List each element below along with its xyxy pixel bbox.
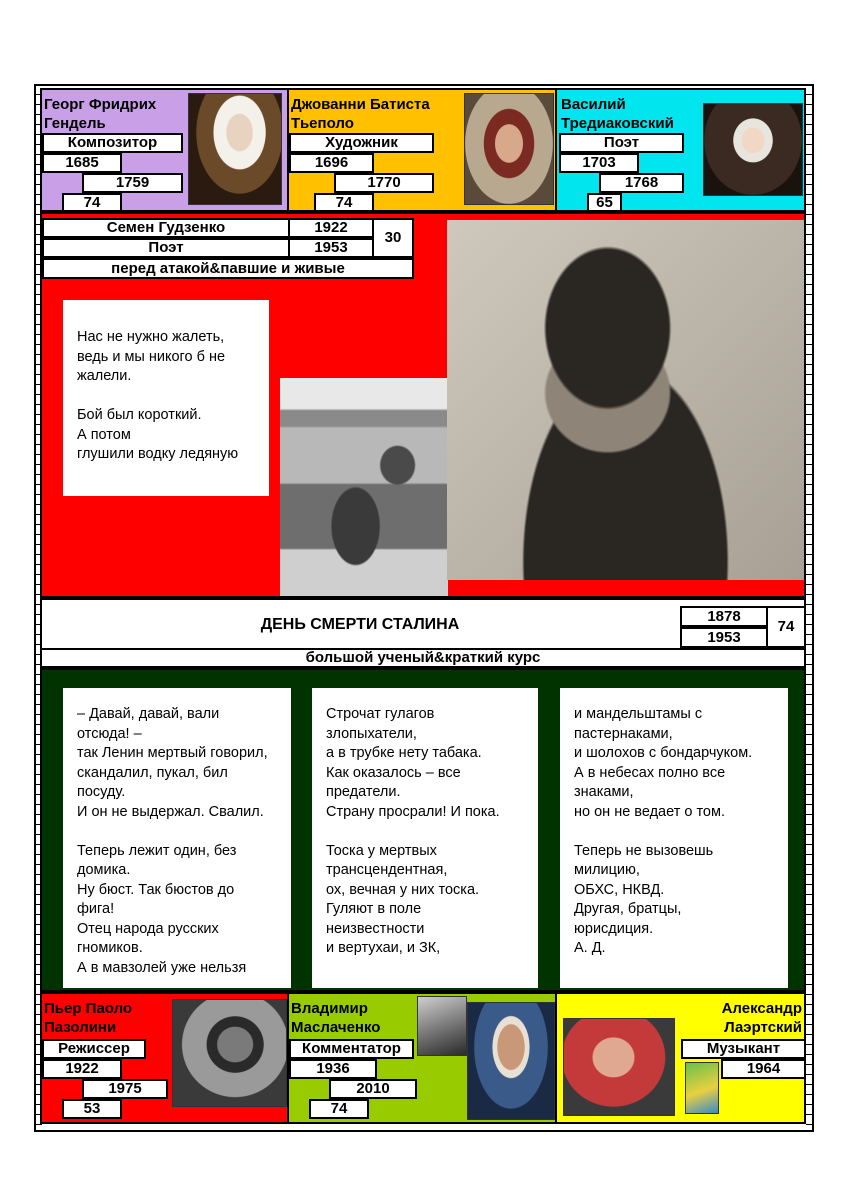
maslachenko-portrait-photo <box>467 1002 555 1120</box>
person-born: 1703 <box>559 153 639 173</box>
tiepolo-portrait-photo <box>464 93 554 205</box>
person-age: 53 <box>62 1099 122 1119</box>
gudzenko-role: Поэт <box>42 238 290 258</box>
person-name: Джованни Батиста Тьеполо <box>291 96 430 132</box>
person-role: Музыкант <box>681 1039 806 1059</box>
gudzenko-name: Семен Гудзенко <box>42 218 290 238</box>
handel-portrait-photo <box>188 93 282 205</box>
pasolini-portrait-photo <box>172 999 287 1107</box>
person-role: Композитор <box>42 133 183 153</box>
football-action-photo <box>417 996 467 1056</box>
person-name: Пьер Паоло Пазолини <box>44 1000 133 1036</box>
person-name: Александр Лаэртский <box>721 1000 802 1036</box>
stalin-poems-section <box>40 668 806 992</box>
person-name: Василий Тредиаковский <box>561 96 674 132</box>
person-died: 1975 <box>82 1079 168 1099</box>
person-age: 65 <box>587 193 622 212</box>
gudzenko-poem: Нас не нужно жалеть, ведь и мы никого б не жалели. Бой был короткий. А потом глушили водку ледяную <box>63 300 269 496</box>
stalin-poem-2: Строчат гулагов злопыхатели, а в трубке нету табака. Как оказалось – все предатели. Страну просрали! И пока. Тоска у мертвых трансцендентная, ох, вечная у них тоска. Гуляют в поле неизвестности и вертухаи, и ЗК, <box>312 688 538 988</box>
person-born: 1936 <box>289 1059 377 1079</box>
person-age: 74 <box>62 193 122 212</box>
person-name: Георг Фридрих Гендель <box>44 96 157 132</box>
person-role: Поэт <box>559 133 684 153</box>
person-card-maslachenko <box>287 992 557 1124</box>
person-card-trediakovsky <box>555 88 806 212</box>
gudzenko-died: 1953 <box>288 238 374 258</box>
person-born: 1964 <box>721 1059 806 1079</box>
person-role: Художник <box>289 133 434 153</box>
stalin-title: ДЕНЬ СМЕРТИ СТАЛИНА <box>260 616 460 633</box>
person-card-handel <box>40 88 289 212</box>
gudzenko-works: перед атакой&павшие и живые <box>42 258 414 279</box>
person-died: 2010 <box>329 1079 417 1099</box>
laertsky-portrait-photo <box>563 1018 675 1116</box>
person-card-laertsky <box>555 992 806 1124</box>
stalin-born: 1878 <box>680 606 768 627</box>
person-died: 1770 <box>334 173 434 193</box>
person-role: Режиссер <box>42 1039 146 1059</box>
war-photo <box>280 378 448 596</box>
gudzenko-born: 1922 <box>288 218 374 238</box>
person-born: 1922 <box>42 1059 122 1079</box>
stalin-poem-3: и мандельштамы с пастернаками, и шолохов с бондарчуком. А в небесах полно все знаками, но он не ведает о том. Теперь не вызовешь милицию, ОБХС, НКВД. Другая, братцы, юрисдиция. А. Д. <box>560 688 788 988</box>
person-name: Владимир Маслаченко <box>291 1000 381 1036</box>
person-died: 1759 <box>82 173 183 193</box>
person-born: 1696 <box>289 153 374 173</box>
gudzenko-section <box>40 212 806 598</box>
person-died: 1768 <box>599 173 684 193</box>
stalin-poem-1: – Давай, давай, вали отсюда! – так Ленин мертвый говорил, скандалил, пукал, бил посуду. И он не выдержал. Свалил. Теперь лежит один, без домика. Ну бюст. Так бюстов до фига! Отец народа русских гномиков. А в мавзолей уже нельзя <box>63 688 291 988</box>
right-tick-strip <box>806 84 814 1132</box>
stalin-age: 74 <box>766 606 806 648</box>
person-card-tiepolo <box>287 88 557 212</box>
stalin-subtitle: большой ученый&краткий курс <box>40 648 806 668</box>
person-role: Комментатор <box>289 1039 414 1059</box>
gudzenko-age: 30 <box>372 218 414 258</box>
person-card-pasolini <box>40 992 289 1124</box>
stalin-died: 1953 <box>680 627 768 648</box>
gudzenko-portrait-photo <box>447 220 804 580</box>
person-age: 74 <box>314 193 374 212</box>
person-born: 1685 <box>42 153 122 173</box>
album-cover-photo <box>685 1062 719 1114</box>
trediakovsky-portrait-photo <box>703 103 803 196</box>
person-age: 74 <box>309 1099 369 1119</box>
